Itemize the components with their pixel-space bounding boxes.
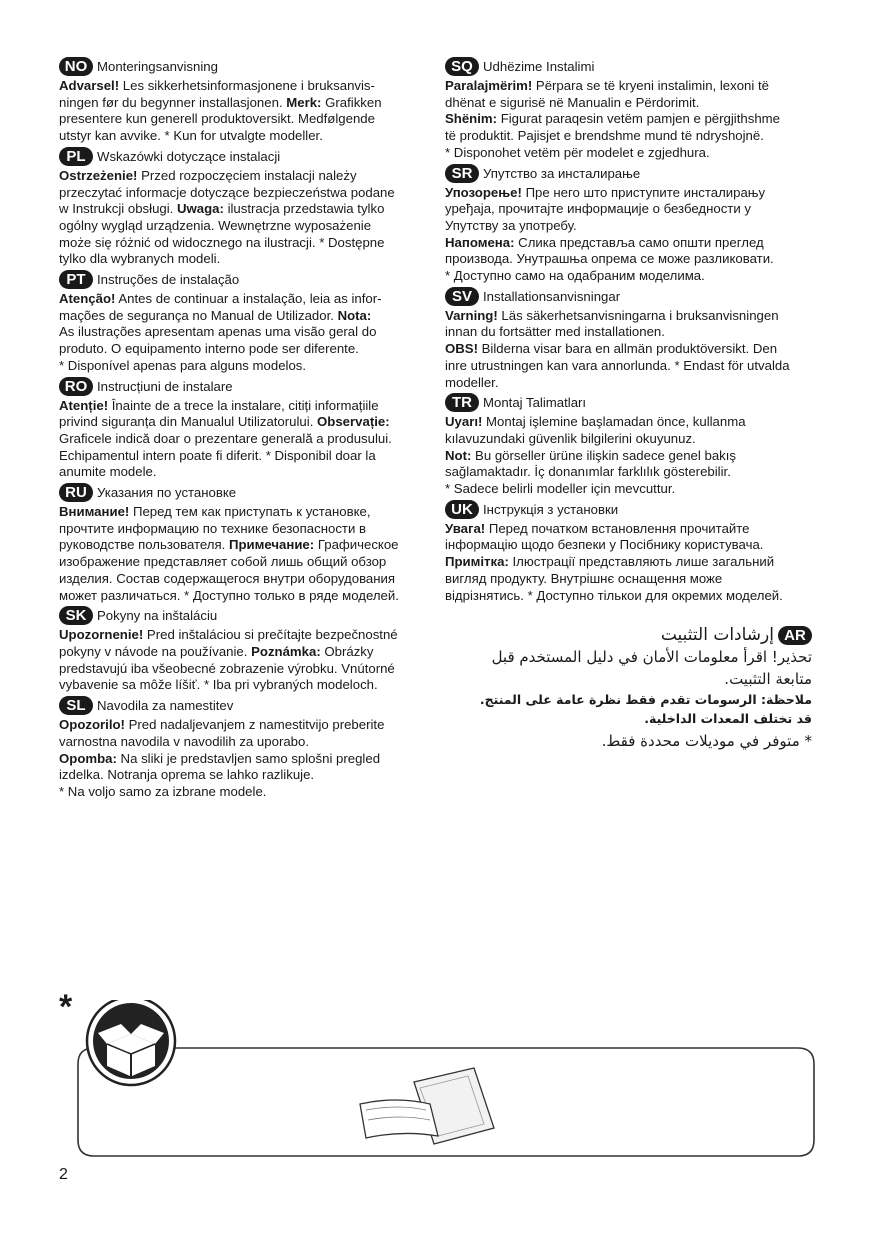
- text-line: [59, 627, 419, 644]
- text-run: privind siguranța din Manualul Utilizatorului.: [59, 414, 318, 430]
- text-run: производа. Унутрашња опрема се може разликовати.: [445, 251, 774, 267]
- text-run: Pred nadaljevanjem z namestitvijo preberite: [124, 717, 385, 733]
- language-section-sl: [59, 695, 419, 801]
- text-line: [59, 95, 419, 112]
- text-line: [59, 111, 419, 128]
- text-line: [445, 537, 815, 554]
- text-run: * Sadece belirli modeller için mevcuttur.: [445, 481, 676, 497]
- text-line: [59, 341, 419, 358]
- text-line: [59, 767, 419, 784]
- text-run: varnostna navodila v navodilih za uporabo.: [59, 733, 309, 749]
- language-badge: AR: [778, 626, 812, 645]
- bold-label: Merk:: [286, 94, 322, 110]
- text-run: Montaj işlemine başlamadan önce, kullanma: [482, 414, 746, 430]
- text-line: [59, 398, 419, 415]
- section-title: Navodila za namestitev: [97, 698, 234, 714]
- text-line: [59, 308, 419, 325]
- bold-label: Ostrzeżenie!: [59, 167, 138, 183]
- bold-label: Nota:: [337, 307, 372, 323]
- text-run: utstyr kan avvike. * Kun for utvalgte modeller.: [59, 128, 323, 144]
- text-run: dhënat e sigurisë në Manualin e Përdorimit.: [445, 94, 700, 110]
- text-line: [59, 168, 419, 185]
- text-run: Przed rozpoczęciem instalacji należy: [137, 167, 357, 183]
- bold-label: Напомена:: [445, 234, 515, 250]
- manual-documents-icon: [360, 1068, 494, 1144]
- text-run: Obrázky: [320, 643, 374, 659]
- text-run: * Доступно само на одабраним моделима.: [445, 268, 705, 284]
- text-run: Echipamentul intern poate fi diferit. * Disponibil doar la: [59, 447, 376, 463]
- text-line: [445, 95, 815, 112]
- section-title: Udhëzime Instalimi: [483, 59, 595, 74]
- text-run: руководстве пользователя.: [59, 537, 229, 553]
- text-line: [59, 537, 419, 554]
- arabic-availability: * متوفر في موديلات محددة فقط.: [601, 732, 812, 750]
- text-run: tylko dla wybranych modeli.: [59, 251, 221, 267]
- text-line: [59, 235, 419, 252]
- language-badge: PL: [59, 147, 93, 166]
- text-line: [59, 734, 419, 751]
- text-line: [59, 661, 419, 678]
- text-line: [59, 291, 419, 308]
- arabic-section: [440, 624, 812, 754]
- arabic-note-line-1: ملاحظة: الرسومات تقدم فقط نظرة عامة على المنتج.: [479, 692, 812, 707]
- section-header: [445, 392, 815, 413]
- text-line: [445, 324, 815, 341]
- text-run: Перед тем как приступать к установке,: [129, 504, 371, 520]
- language-section-uk: [445, 499, 815, 605]
- text-run: вигляд продукту. Внутрішнє оснащення може: [445, 570, 723, 586]
- text-line: [445, 554, 815, 571]
- text-run: vybavenie sa môže líšiť. * Iba pri vybraných modeloch.: [59, 677, 378, 693]
- section-body: [445, 308, 815, 392]
- text-run: ningen før du begynner installasjonen.: [59, 94, 287, 110]
- section-title: إرشادات التثبيت: [660, 625, 774, 645]
- text-line: [59, 414, 419, 431]
- text-line: [59, 78, 419, 95]
- bold-label: Uyarı!: [445, 414, 483, 430]
- text-run: Графическое: [314, 537, 399, 553]
- section-body: [59, 504, 419, 604]
- text-run: anumite modele.: [59, 464, 157, 480]
- text-line: [445, 341, 815, 358]
- text-line: [445, 358, 815, 375]
- text-line: [59, 588, 419, 605]
- text-line: [59, 644, 419, 661]
- language-section-pt: [59, 269, 419, 375]
- left-column: [59, 56, 419, 802]
- text-line: [59, 751, 419, 768]
- text-line: [445, 571, 815, 588]
- section-header: [445, 286, 815, 307]
- text-run: Înainte de a trece la instalare, citiți informațiile: [108, 397, 379, 413]
- text-line: [445, 251, 815, 268]
- text-line: [59, 571, 419, 588]
- text-line: [59, 185, 419, 202]
- text-line: [59, 554, 419, 571]
- text-line: [445, 448, 815, 465]
- text-line: [445, 464, 815, 481]
- bold-label: Opozorilo!: [59, 717, 125, 733]
- open-box-icon: [87, 1000, 175, 1085]
- page-number: 2: [59, 1166, 68, 1183]
- language-section-no: [59, 56, 419, 145]
- text-run: modeller.: [445, 374, 499, 390]
- text-line: [445, 414, 815, 431]
- text-line: [445, 268, 815, 285]
- text-run: Graficele indică doar o prezentare generală a produsului.: [59, 430, 392, 446]
- text-line: [59, 504, 419, 521]
- text-run: izdelka. Notranja oprema se lahko razlikuje.: [59, 767, 315, 783]
- bold-label: Упозорење!: [445, 184, 522, 200]
- bold-label: Observație:: [317, 414, 390, 430]
- text-run: Na sliki je predstavljen samo splošni pregled: [116, 750, 381, 766]
- section-body: [445, 521, 815, 605]
- text-run: As ilustrações apresentam apenas uma visão geral do: [59, 324, 377, 340]
- language-badge: TR: [445, 393, 479, 412]
- section-body: [445, 185, 815, 285]
- text-run: Përpara se të kryeni instalimin, lexoni të: [532, 78, 769, 93]
- language-section-sv: [445, 286, 815, 392]
- language-badge: SL: [59, 696, 93, 715]
- text-run: * Na voljo samo za izbrane modele.: [59, 783, 267, 799]
- bold-label: Примечание:: [228, 537, 315, 553]
- language-section-ro: [59, 376, 419, 482]
- section-title: Installationsanvisningar: [483, 288, 621, 304]
- text-line: [59, 358, 419, 375]
- text-run: відрізнятись. * Доступно тількои для окремих моделей.: [445, 587, 783, 603]
- arabic-warning-line-2: متابعة التثبيت.: [724, 670, 812, 688]
- text-run: w Instrukcji obsługi.: [59, 201, 177, 217]
- language-section-tr: [445, 392, 815, 498]
- section-body: [59, 168, 419, 268]
- text-run: Bu görseller ürüne ilişkin sadece genel bakış: [471, 447, 737, 463]
- footnote-asterisk: *: [59, 988, 73, 1026]
- section-body: [445, 78, 815, 162]
- text-run: ilustracja przedstawia tylko: [223, 201, 385, 217]
- section-title: Інструкція з установки: [483, 501, 619, 517]
- bold-label: Увага!: [445, 520, 486, 536]
- text-line: [59, 324, 419, 341]
- text-run: pokyny v návode na používanie.: [59, 643, 252, 659]
- language-badge: SK: [59, 606, 93, 625]
- language-section-pl: [59, 146, 419, 268]
- text-line: [445, 308, 815, 325]
- text-line: [445, 588, 815, 605]
- section-header: [445, 56, 815, 77]
- bold-label: Atenție!: [59, 397, 109, 413]
- section-header: [59, 605, 419, 626]
- bold-label: Shënim:: [445, 111, 498, 127]
- text-line: [59, 717, 419, 734]
- bold-label: Not:: [445, 447, 472, 463]
- section-header: [440, 624, 812, 646]
- section-body: [59, 627, 419, 694]
- arabic-note-line-2: قد تختلف المعدات الداخلية.: [644, 711, 812, 726]
- text-run: predstavujú iba všeobecné zobrazenie výrobku. Vnútorné: [59, 660, 395, 676]
- text-run: Перед початком встановлення прочитайте: [485, 520, 750, 536]
- right-column: [445, 56, 815, 605]
- text-run: уређаја, прочитајте информације о безбедности у: [445, 201, 751, 217]
- text-line: [445, 128, 815, 145]
- text-run: Упутству за употребу.: [445, 217, 577, 233]
- text-line: [445, 481, 815, 498]
- text-run: produto. O equipamento interno pode ser diferente.: [59, 341, 359, 357]
- section-body: [59, 398, 419, 482]
- bold-label: Atenção!: [59, 291, 116, 307]
- text-line: [445, 521, 815, 538]
- language-badge: SR: [445, 164, 479, 183]
- language-section-ru: [59, 482, 419, 604]
- text-run: może się różnić od widocznego na ilustracji. * Dostępne: [59, 234, 385, 250]
- text-line: [59, 128, 419, 145]
- section-title: Упутство за инсталирање: [483, 165, 641, 181]
- section-header: [445, 499, 815, 520]
- text-run: Antes de continuar a instalação, leia as infor-: [115, 291, 382, 307]
- bold-label: Varning!: [445, 307, 498, 323]
- text-line: [59, 431, 419, 448]
- text-run: Пре него што приступите инсталирању: [521, 184, 766, 200]
- text-line: [445, 431, 815, 448]
- text-run: Ілюстрації представляють лише загальний: [508, 554, 775, 570]
- language-badge: NO: [59, 57, 93, 76]
- text-run: innan du fortsätter med installationen.: [445, 324, 665, 340]
- language-section-sk: [59, 605, 419, 694]
- text-line: [445, 375, 815, 392]
- text-run: * Disponohet vetëm për modelet e zgjedhura.: [445, 144, 710, 160]
- bold-label: Примітка:: [445, 554, 509, 570]
- section-header: [59, 482, 419, 503]
- bold-label: Uwaga:: [177, 201, 224, 217]
- text-run: * Disponível apenas para alguns modelos.: [59, 357, 307, 373]
- section-body: [445, 414, 815, 498]
- text-run: может различаться. * Доступно только в ряде моделей.: [59, 587, 399, 603]
- bold-label: Poznámka:: [251, 643, 321, 659]
- text-line: [59, 201, 419, 218]
- section-body: [59, 717, 419, 801]
- text-run: Grafikken: [321, 94, 382, 110]
- text-line: [59, 521, 419, 538]
- section-title: Wskazówki dotyczące instalacji: [97, 148, 281, 164]
- section-title: Montaj Talimatları: [483, 395, 587, 411]
- text-run: Слика представља само општи преглед: [514, 234, 764, 250]
- section-header: [59, 376, 419, 397]
- text-line: [445, 218, 815, 235]
- text-line: [445, 185, 815, 202]
- bold-label: Opomba:: [59, 750, 117, 766]
- text-run: ogólny wygląd urządzenia. Wewnętrzne wyposażenie: [59, 217, 372, 233]
- text-run: przeczytać informacje dotyczące bezpieczeństwa podane: [59, 184, 395, 200]
- language-badge: UK: [445, 500, 479, 519]
- text-run: mações de segurança no Manual de Utilizador.: [59, 307, 338, 323]
- section-body: [59, 291, 419, 375]
- text-line: [445, 111, 815, 128]
- language-section-sq: [445, 56, 815, 162]
- text-line: [59, 251, 419, 268]
- text-line: [445, 201, 815, 218]
- bold-label: OBS!: [445, 341, 478, 357]
- text-run: изделия. Состав содержащегося внутри оборудования: [59, 570, 396, 586]
- bold-label: Advarsel!: [59, 78, 120, 93]
- language-badge: SV: [445, 287, 479, 306]
- text-run: Les sikkerhetsinformasjonene i bruksanvis-: [119, 78, 375, 93]
- section-title: Instruções de instalação: [97, 272, 240, 288]
- text-line: [59, 218, 419, 235]
- text-line: [59, 677, 419, 694]
- section-header: [59, 146, 419, 167]
- text-run: Pred inštaláciou si prečítajte bezpečnostné: [143, 627, 398, 643]
- accessory-illustration: [76, 1000, 816, 1165]
- text-line: [445, 235, 815, 252]
- section-title: Указания по установке: [97, 485, 237, 501]
- section-title: Pokyny na inštaláciu: [97, 608, 218, 624]
- section-title: Instrucțiuni de instalare: [97, 378, 233, 394]
- language-section-sr: [445, 163, 815, 285]
- bold-label: Paralajmërim!: [445, 78, 533, 93]
- language-badge: SQ: [445, 57, 479, 76]
- language-badge: PT: [59, 270, 93, 289]
- accessory-frame: [76, 1000, 816, 1160]
- section-header: [445, 163, 815, 184]
- bold-label: Upozornenie!: [59, 627, 144, 643]
- text-run: inre utrustningen kan vara annorlunda. * Endast för utvalda: [445, 357, 790, 373]
- text-line: [59, 448, 419, 465]
- section-header: [59, 269, 419, 290]
- language-badge: RU: [59, 483, 93, 502]
- text-line: [445, 145, 815, 162]
- text-run: presentere kun generell produktoversikt. Medfølgende: [59, 111, 375, 127]
- arabic-warning-line-1: تحذير! اقرأ معلومات الأمان في دليل المستخدم قبل: [491, 648, 812, 666]
- bold-label: Внимание!: [59, 504, 130, 520]
- text-run: Läs säkerhetsanvisningarna i bruksanvisningen: [497, 307, 779, 323]
- text-line: [59, 784, 419, 801]
- text-run: Figurat paraqesin vetëm pamjen e përgjithshme: [497, 111, 780, 127]
- section-header: [59, 695, 419, 716]
- language-badge: RO: [59, 377, 93, 396]
- section-title: Monteringsanvisning: [97, 59, 218, 74]
- text-run: sağlamaktadır. İç donanımlar farklılık gösterebilir.: [445, 464, 731, 480]
- text-line: [59, 464, 419, 481]
- text-run: të produktit. Pajisjet e brendshme mund të ndryshojnë.: [445, 128, 764, 144]
- text-run: kılavuzundaki güvenlik bilgilerini okuyunuz.: [445, 430, 696, 446]
- text-run: Bilderna visar bara en allmän produktöversikt. Den: [477, 341, 778, 357]
- section-body: [59, 78, 419, 145]
- text-run: прочтите информацию по технике безопасности в: [59, 520, 367, 536]
- text-run: інформацію щодо безпеки у Посібнику користувача.: [445, 537, 764, 553]
- text-line: [445, 78, 815, 95]
- section-header: [59, 56, 419, 77]
- text-run: изображение представляет собой лишь общий обзор: [59, 554, 387, 570]
